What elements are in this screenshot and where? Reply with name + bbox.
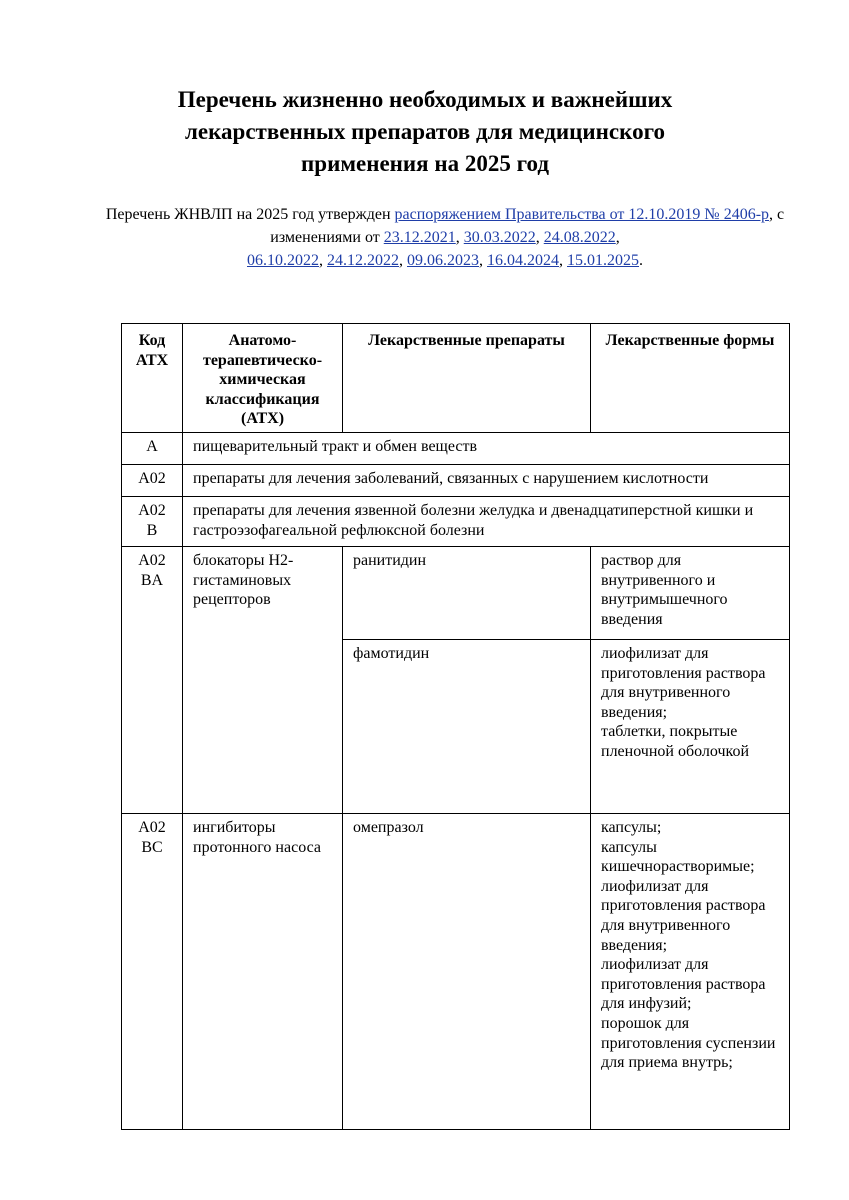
amendment-link[interactable]: 16.04.2024 <box>487 252 559 269</box>
atc-group-name: пищеварительный тракт и обмен веществ <box>183 432 790 464</box>
intro-paragraph <box>100 203 790 272</box>
table-row <box>122 546 790 639</box>
amendment-link[interactable]: 06.10.2022 <box>247 252 319 269</box>
title-line: применения на 2025 год <box>301 151 549 176</box>
header-drugs: Лекарственные препараты <box>343 324 591 433</box>
separator: , <box>319 252 327 269</box>
atc-group-name: препараты для лечения заболеваний, связанных с нарушением кислотности <box>183 464 790 496</box>
drug-form: для внутривенного введения; <box>601 916 731 954</box>
drug-forms <box>591 639 790 813</box>
drug-form: лиофилизат для приготовления раствора <box>601 877 766 915</box>
header-atc-code <box>122 324 183 433</box>
amendment-link[interactable]: 24.08.2022 <box>543 229 616 246</box>
separator: , <box>615 229 620 246</box>
separator: , <box>479 252 487 269</box>
drug-name: омепразол <box>343 813 591 1129</box>
amendment-link[interactable]: 30.03.2022 <box>463 229 536 246</box>
separator: , <box>535 229 544 246</box>
separator: , <box>399 252 407 269</box>
atc-group-name: препараты для лечения язвенной болезни желудка и двенадцатиперстной кишки и гастроэзофагеальной рефлюксной болезни <box>183 496 790 546</box>
header-code-line: Код <box>138 332 166 349</box>
drug-form: таблетки, покрытые пленочной оболочкой <box>601 723 750 760</box>
drug-list-table <box>121 323 790 1130</box>
atc-code: А <box>146 437 158 455</box>
atc-code: A02 <box>138 469 166 487</box>
header-code-line: АТХ <box>135 351 169 369</box>
atc-group-name: блокаторы H2-гистаминовых рецепторов <box>183 546 343 813</box>
atc-code: B <box>146 521 158 539</box>
atc-code: A02 <box>138 818 166 836</box>
separator: , <box>559 252 567 269</box>
intro-text: Перечень ЖНВЛП на 2025 год утвержден <box>105 206 395 223</box>
atc-code: BA <box>140 571 164 589</box>
government-order-link[interactable]: распоряжением Правительства от 12.10.2019 № 2406-р <box>394 206 770 223</box>
atc-code-cell <box>122 546 183 813</box>
document-title <box>110 84 740 180</box>
title-line: Перечень жизненно необходимых и важнейших <box>177 87 673 112</box>
intro-text: , с изменениями от <box>270 206 785 246</box>
drug-form: для инфузий; <box>601 995 692 1013</box>
atc-code-cell <box>122 432 183 464</box>
drug-name: ранитидин <box>343 546 591 639</box>
atc-code: A02 <box>138 551 166 569</box>
drug-form: капсулы кишечнорастворимые; <box>601 838 755 876</box>
drug-forms <box>591 813 790 1129</box>
header-forms: Лекарственные формы <box>591 324 790 433</box>
atc-code: A02 <box>138 501 166 519</box>
drug-name: фамотидин <box>343 639 591 813</box>
drug-form: лиофилизат для приготовления раствора для внутривенного введения; <box>601 644 766 721</box>
amendment-link[interactable]: 23.12.2021 <box>383 229 456 246</box>
atc-code: BC <box>141 838 163 856</box>
atc-code-cell <box>122 464 183 496</box>
drug-form: порошок для приготовления суспензии для приема внутрь; <box>601 1014 776 1072</box>
drug-forms <box>591 546 790 639</box>
atc-group-name: ингибиторы протонного насоса <box>183 813 343 1129</box>
amendment-link[interactable]: 24.12.2022 <box>327 252 399 269</box>
drug-form: раствор для внутривенного и внутримышечного введения <box>601 551 728 628</box>
atc-code-cell <box>122 496 183 546</box>
drug-form: капсулы; <box>601 818 662 836</box>
separator: , <box>455 229 464 246</box>
table-row <box>122 813 790 1129</box>
drug-form: лиофилизат для приготовления раствора <box>601 956 766 993</box>
table-row <box>122 496 790 546</box>
title-line: лекарственных препаратов для медицинского <box>185 119 665 144</box>
header-atc-classification: Анатомо-терапевтическо-химическая классификация (АТХ) <box>183 324 343 433</box>
atc-code-cell <box>122 813 183 1129</box>
table-row <box>122 432 790 464</box>
table-row <box>122 464 790 496</box>
intro-end: . <box>639 252 643 269</box>
amendment-link[interactable]: 15.01.2025 <box>567 252 639 269</box>
amendment-link[interactable]: 09.06.2023 <box>407 252 479 269</box>
table-header-row <box>122 324 790 433</box>
